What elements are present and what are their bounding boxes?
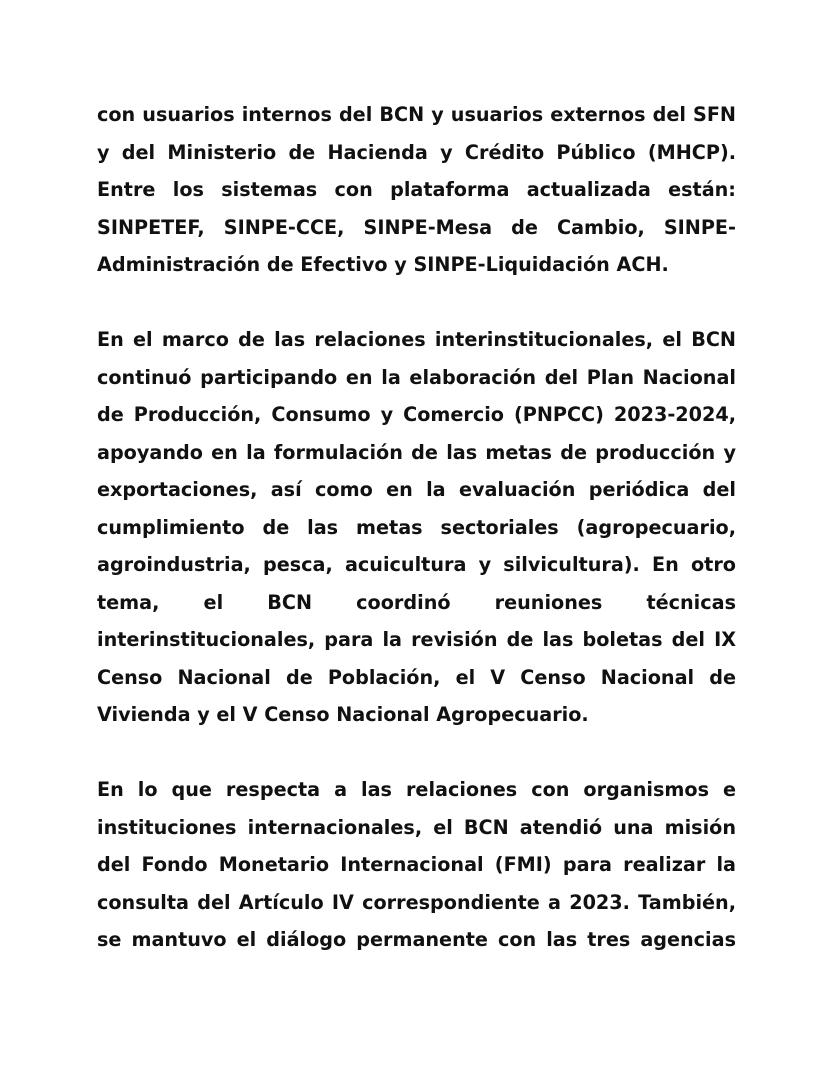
paragraph-international: En lo que respecta a las relaciones con organismos e instituciones internacionales, el BCN atendió una misión del Fondo Monetario Internacional (FMI) para realizar la consulta del Artículo IV correspondiente a 2023. También, se mantuvo el diálogo permanente con las tres agencias [97,778,736,951]
paragraph-interinstitutional: En el marco de las relaciones interinstitucionales, el BCN continuó participando en la elaboración del Plan Nacional de Producción, Consumo y Comercio (PNPCC) 2023-2024, apoyando en la formulación de las metas de producción y exportaciones, así como en la evaluación periódica del cumplimiento de las metas sectoriales (agropecuario, agroindustria, pesca, acuicultura y silvicultura). En otro tema, el BCN coordinó reuniones técnicas interinstitucionales, para la revisión de las boletas del IX Censo Nacional de Población, el V Censo Nacional de Vivienda y el V Censo Nacional Agropecuario. [97,328,736,726]
document-body [97,96,736,959]
paragraph-systems: con usuarios internos del BCN y usuarios externos del SFN y del Ministerio de Hacienda y Crédito Público (MHCP). Entre los sistemas con plataforma actualizada están: SINPETEF, SINPE-CCE, SINPE-Mesa de Cambio, SINPE-Administración de Efectivo y SINPE-Liquidación ACH. [97,103,736,276]
